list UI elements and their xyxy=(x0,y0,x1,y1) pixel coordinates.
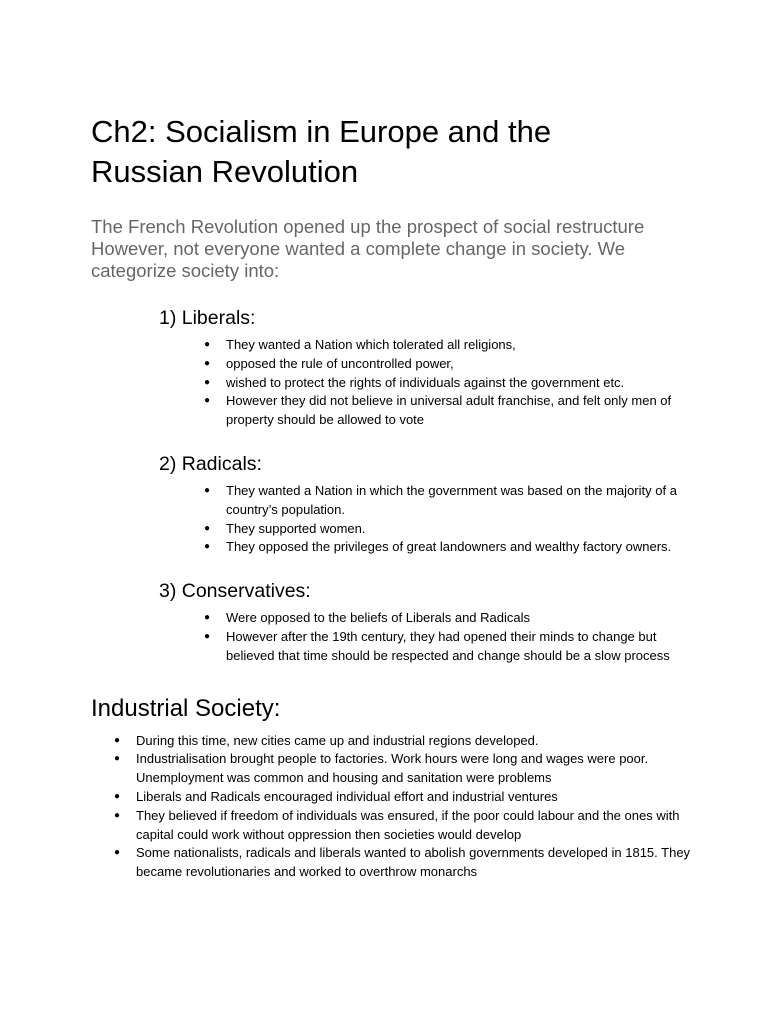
bullet-icon: ● xyxy=(114,734,121,746)
title-line-1: Ch2: Socialism in Europe and the xyxy=(91,114,552,149)
list-item: ● They opposed the privileges of great landowners and wealthy factory owners. xyxy=(226,538,691,557)
document-page xyxy=(91,112,691,882)
bullet-icon: ● xyxy=(204,522,211,534)
list-item: ● They wanted a Nation in which the government was based on the majority of a country’s population. xyxy=(204,482,677,517)
bullet-icon: ● xyxy=(204,630,211,642)
group-radicals xyxy=(91,452,691,557)
bullet-icon: ● xyxy=(204,541,211,553)
bullet-icon: ● xyxy=(204,612,211,624)
group-heading-radicals: 2) Radicals: xyxy=(159,452,262,475)
group-liberals xyxy=(91,306,691,430)
bullet-icon: ● xyxy=(114,847,121,859)
page-title xyxy=(91,112,691,192)
liberals-list xyxy=(91,336,691,430)
list-item: ● opposed the rule of uncontrolled power, xyxy=(226,355,691,374)
bullet-icon: ● xyxy=(114,790,121,802)
list-item: ● However after the 19th century, they had opened their minds to change but believed that time should be respected and change should be a slow process xyxy=(204,628,670,663)
list-item: ● They believed if freedom of individuals was ensured, if the poor could labour and the ones with capital could work without oppression then societies would develop xyxy=(114,807,680,842)
bullet-icon: ● xyxy=(114,753,121,765)
list-item: ● However they did not believe in universal adult franchise, and felt only men of property should be allowed to vote xyxy=(204,393,672,428)
list-item: ● Were opposed to the beliefs of Liberals and Radicals xyxy=(226,609,691,628)
bullet-icon: ● xyxy=(204,376,211,388)
group-heading-conservatives: 3) Conservatives: xyxy=(159,580,311,603)
title-line-2: Russian Revolution xyxy=(91,154,359,189)
conservatives-list xyxy=(91,609,691,665)
bullet-icon: ● xyxy=(204,357,211,369)
list-item: ● Liberals and Radicals encouraged individual effort and industrial ventures xyxy=(136,788,691,807)
bullet-icon: ● xyxy=(204,484,211,496)
industrial-list xyxy=(91,732,691,882)
bullet-icon: ● xyxy=(204,339,211,350)
list-item: ● Some nationalists, radicals and liberals wanted to abolish governments developed in 1815. They became revolutionaries and worked to overthrow monarchs xyxy=(114,845,691,880)
list-item: ● Industrialisation brought people to factories. Work hours were long and wages were poor. Unemployment was common and housing and sanitation were problems xyxy=(114,751,649,786)
intro-paragraph: The French Revolution opened up the prospect of social restructure However, not everyone wanted a complete change in society. We categorize society into: xyxy=(91,216,645,281)
list-item: ● They wanted a Nation which tolerated all religions, xyxy=(226,336,691,355)
bullet-icon: ● xyxy=(114,809,121,821)
list-item: ● wished to protect the rights of individuals against the government etc. xyxy=(226,374,691,393)
bullet-icon: ● xyxy=(204,395,211,407)
group-conservatives xyxy=(91,579,691,665)
list-item: ● They supported women. xyxy=(226,520,691,539)
industrial-society-section xyxy=(91,694,691,882)
radicals-list xyxy=(91,482,691,557)
group-heading-liberals: 1) Liberals: xyxy=(159,307,256,329)
section-heading-industrial: Industrial Society: xyxy=(91,694,281,722)
list-item: ● During this time, new cities came up and industrial regions developed. xyxy=(136,732,691,751)
